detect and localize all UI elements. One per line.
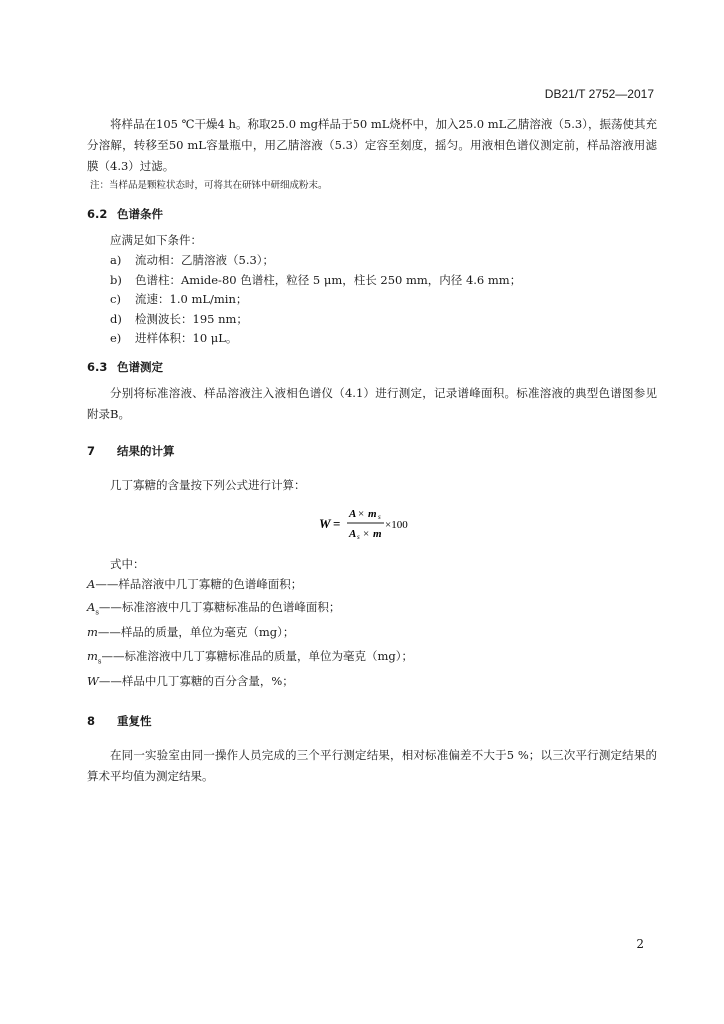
variable-description: ——标准溶液中几丁寡糖标准品的质量，单位为毫克（mg）； [101, 648, 414, 663]
list-item [110, 310, 657, 330]
list-marker: e) [110, 331, 122, 345]
variable-subscript: s [97, 657, 102, 666]
note-text: 注：当样品是颗粒状态时，可将其在研钵中研细成粉末。 [90, 180, 328, 191]
calculation-lead: 几丁寡糖的含量按下列公式进行计算： [110, 477, 306, 492]
repeatability-paragraph: 在同一实验室由同一操作人员完成的三个平行测定结果，相对标准偏差不大于5 %；以三次平行测定结果的算术平均值为测定结果。 [87, 748, 657, 784]
list-text: 检测波长：195 nm； [135, 311, 248, 326]
variable-symbol: m [87, 625, 98, 640]
section-6-2-heading [87, 206, 657, 222]
formula-num-m: m [368, 507, 377, 520]
variable-description: ——样品的质量，单位为毫克（mg）； [97, 625, 295, 640]
formula-den-a: A [349, 527, 357, 540]
page-number: 2 [636, 937, 644, 951]
variable-description: ——样品中几丁寡糖的百分含量，%； [98, 673, 294, 688]
variable-description: ——样品溶液中几丁寡糖的色谱峰面积； [95, 576, 303, 591]
formula-equals: = [333, 515, 341, 531]
measurement-paragraph: 分别将标准溶液、样品溶液注入液相色谱仪（4.1）进行测定，记录谱峰面积。标准溶液的典型色谱图参见附录B。 [87, 385, 657, 421]
formula-num-a: A [349, 507, 357, 520]
document-code: DB21/T 2752—2017 [544, 87, 654, 101]
variable-definition [87, 623, 657, 647]
where-label: 式中： [110, 556, 145, 571]
formula-num-sub: s [378, 512, 381, 521]
section-title: 色谱条件 [117, 207, 163, 221]
formula-den-times: × [363, 527, 370, 540]
section-title: 结果的计算 [117, 443, 175, 458]
section-number: 6.2 [87, 207, 108, 221]
formula-den-sub: s [357, 532, 360, 541]
variable-definition [87, 647, 657, 672]
variable-symbol: W [87, 673, 99, 688]
section-7-heading [87, 443, 657, 459]
list-item [110, 329, 657, 349]
variable-symbol: A [87, 576, 96, 591]
section-number: 7 [87, 443, 96, 458]
formula-lhs: W [319, 515, 331, 531]
section-8-heading [87, 713, 657, 729]
formula-den-m: m [373, 527, 382, 540]
list-item [110, 290, 657, 310]
formula-graphic [317, 504, 427, 544]
variable-symbol: A [87, 600, 96, 615]
section-title: 重复性 [117, 714, 152, 729]
section-number: 8 [87, 714, 96, 729]
variable-definition [87, 598, 657, 623]
formula [87, 504, 657, 548]
list-marker: d) [110, 311, 122, 326]
variable-subscript: s [95, 608, 99, 617]
list-item [110, 251, 657, 271]
list-marker: c) [110, 292, 121, 306]
section-6-3-heading [87, 359, 657, 375]
variable-definition [87, 575, 657, 599]
list-text: 流动相：乙腈溶液（5.3）； [135, 253, 275, 267]
list-text: 色谱柱：Amide-80 色谱柱，粒径 5 μm，柱长 250 mm，内径 4.6 mm； [135, 272, 522, 287]
list-item [110, 271, 657, 291]
variable-symbol: m [87, 648, 98, 663]
list-marker: a) [110, 253, 122, 267]
formula-factor: ×100 [385, 518, 408, 531]
formula-num-times: × [358, 507, 365, 520]
document-body [87, 114, 657, 787]
conditions-lead: 应满足如下条件： [110, 233, 202, 247]
sample-prep-paragraph: 将样品在105 ℃干燥4 h。称取25.0 mg样品于50 mL烧杯中，加入25.0 mL乙腈溶液（5.3），振荡使其充分溶解，转移至50 mL容量瓶中，用乙腈溶液（5.3）定容至刻度，摇匀。用液相色谱仪测定前，样品溶液用滤膜（4.3）过滤。 [87, 117, 657, 173]
section-title: 色谱测定 [117, 359, 163, 374]
list-text: 流速：1.0 mL/min； [135, 292, 248, 306]
list-text: 进样体积：10 μL。 [135, 331, 238, 345]
section-number: 6.3 [87, 359, 108, 374]
variable-description: ——标准溶液中几丁寡糖标准品的色谱峰面积； [98, 600, 341, 615]
variable-definition [87, 672, 657, 696]
list-marker: b) [110, 272, 122, 287]
